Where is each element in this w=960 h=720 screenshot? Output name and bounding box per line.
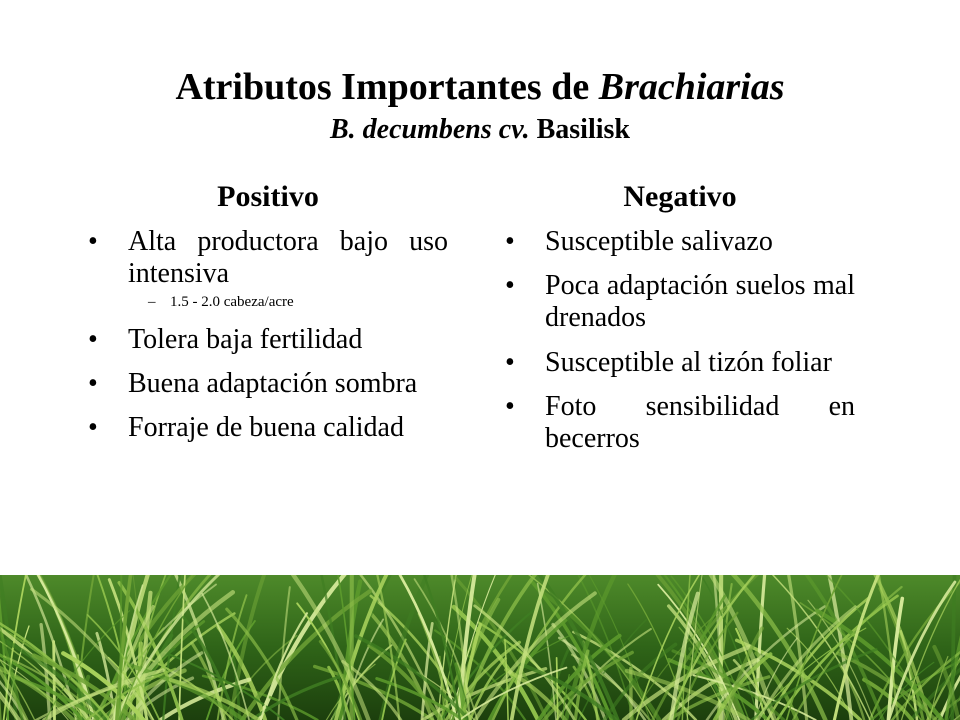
list-item bbox=[505, 391, 855, 455]
subtitle-line bbox=[0, 114, 960, 146]
slide-title bbox=[0, 66, 960, 146]
bullet-icon: • bbox=[505, 390, 515, 422]
list-item bbox=[88, 368, 448, 400]
list-item-text: Poca adaptación suelos mal drenados bbox=[545, 270, 855, 334]
list-item bbox=[88, 412, 448, 444]
bullet-icon: • bbox=[88, 323, 98, 355]
subtitle-italic-species: B. decumbens cv. bbox=[330, 113, 530, 145]
list-item bbox=[88, 324, 448, 356]
list-item-text: Susceptible salivazo bbox=[545, 226, 773, 257]
bullet-icon: • bbox=[88, 226, 98, 257]
list-item bbox=[505, 226, 855, 258]
positive-heading: Positivo bbox=[217, 180, 319, 213]
list-item-text: Forraje de buena calidad bbox=[128, 412, 404, 443]
dash-icon: – bbox=[148, 294, 156, 311]
list-item bbox=[505, 270, 855, 334]
bullet-icon: • bbox=[88, 412, 98, 443]
list-item-text: Alta productora bajo uso intensiva bbox=[128, 226, 448, 290]
list-item-text: Buena adaptación sombra bbox=[128, 367, 418, 399]
bullet-icon: • bbox=[505, 346, 515, 378]
subtitle-cultivar: Basilisk bbox=[529, 113, 630, 145]
title-italic-genus: Brachiarias bbox=[598, 66, 785, 108]
bullet-icon: • bbox=[88, 367, 98, 399]
negative-heading: Negativo bbox=[623, 180, 737, 213]
sub-list-item bbox=[128, 294, 448, 311]
negative-list bbox=[505, 226, 855, 455]
list-item-text: Susceptible al tizón foliar bbox=[545, 346, 832, 378]
positive-column bbox=[88, 180, 448, 456]
bullet-icon: • bbox=[505, 270, 515, 302]
list-item-text: Foto sensibilidad en becerros bbox=[545, 390, 855, 454]
list-item bbox=[505, 347, 855, 379]
list-item bbox=[88, 226, 448, 312]
sub-list-item-text: 1.5 - 2.0 cabeza/acre bbox=[170, 294, 294, 311]
positive-list bbox=[88, 226, 448, 444]
grass-photo-band bbox=[0, 575, 960, 720]
bullet-icon: • bbox=[505, 226, 515, 257]
title-line-1 bbox=[0, 66, 960, 110]
negative-column bbox=[505, 180, 855, 467]
list-item-text: Tolera baja fertilidad bbox=[128, 323, 363, 355]
title-plain-text: Atributos Importantes de bbox=[175, 66, 599, 108]
grass-blade bbox=[557, 658, 558, 720]
